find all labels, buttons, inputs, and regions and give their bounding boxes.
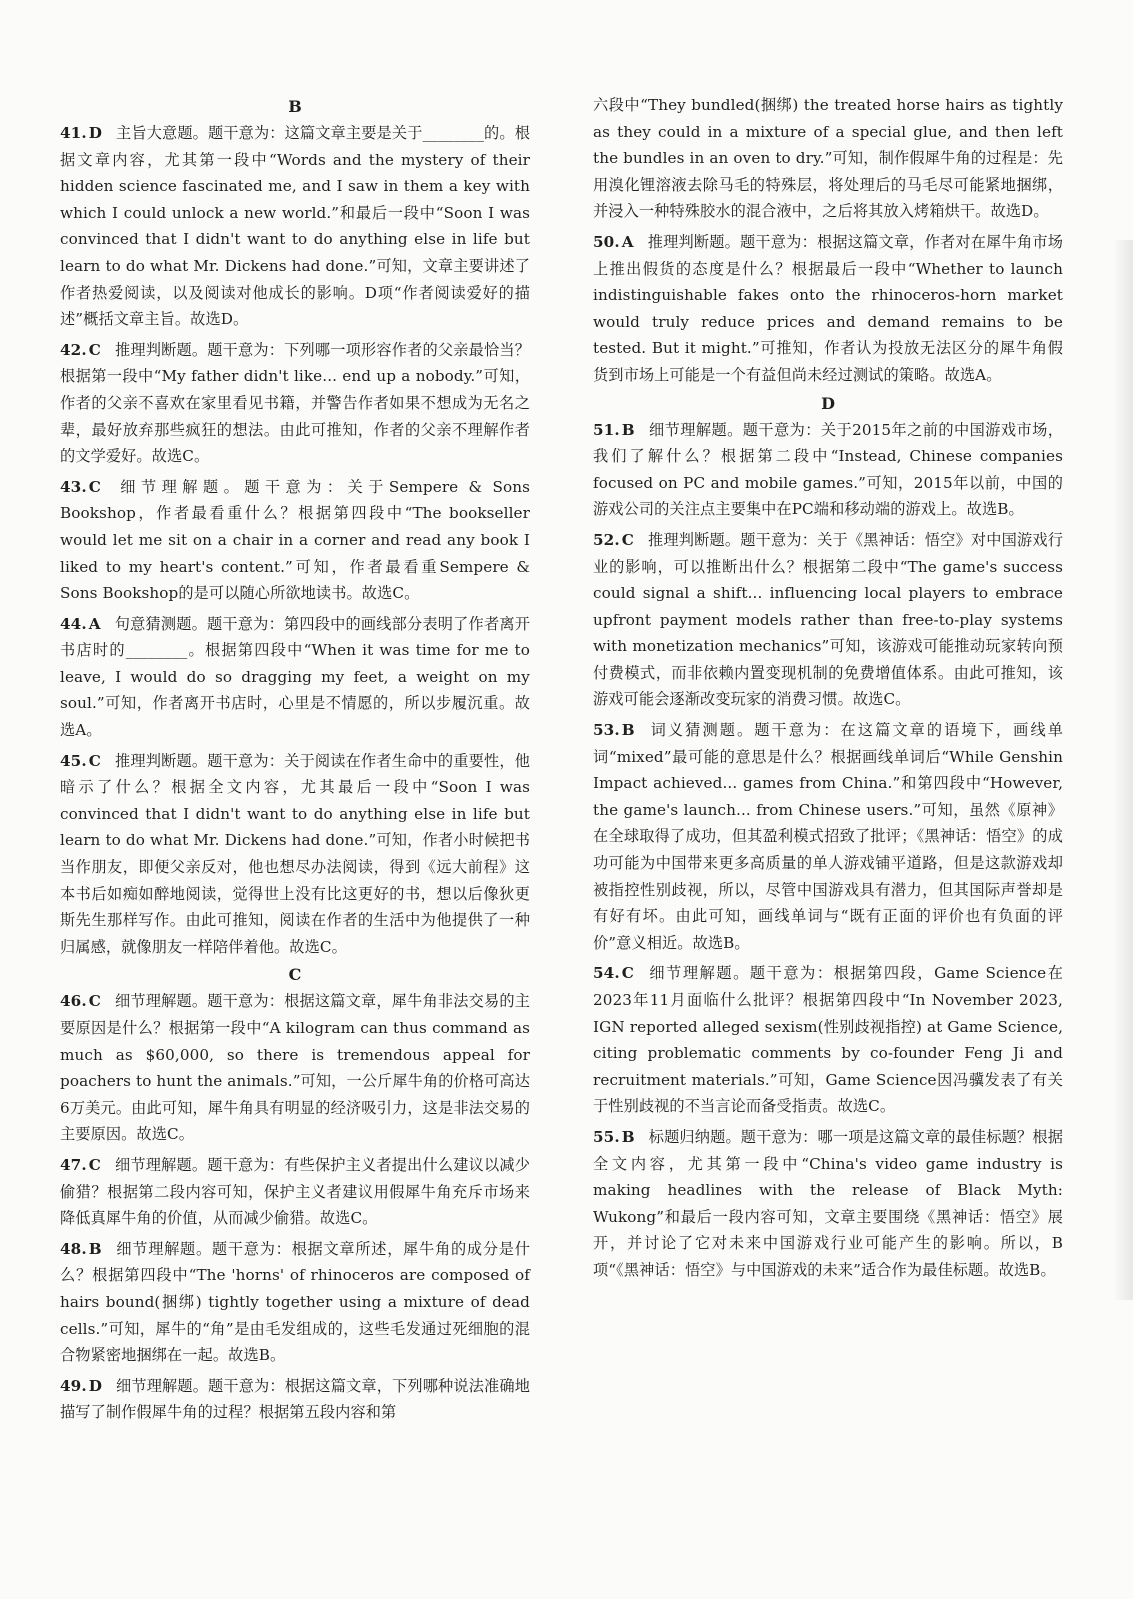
answer-explanation xyxy=(60,474,530,607)
answer-explanation xyxy=(60,988,530,1148)
question-number: 45. xyxy=(60,751,87,770)
page-edge-shadow xyxy=(1113,240,1133,1300)
question-number: 48. xyxy=(60,1239,87,1258)
answer-explanation xyxy=(593,229,1063,389)
answer-letter: C xyxy=(621,530,634,549)
explanation-text: 标题归纳题。题干意为：哪一项是这篇文章的最佳标题？根据全文内容，尤其第一段中“China's video game industry is making headlines with the release of Black Myth: Wukong”和最后一段内容可知，文章主要围绕《黑神话：悟空》展开，并讨论了它对未来中国游戏行业可能产生的影响。所以，B项“《黑神话：悟空》与中国游戏的未来”适合作为最佳标题。故选B。 xyxy=(593,1127,1063,1279)
question-number: 50. xyxy=(593,232,620,251)
answer-explanation xyxy=(593,527,1063,713)
question-number: 44. xyxy=(60,614,87,633)
question-number: 51. xyxy=(593,420,620,439)
left-column xyxy=(60,92,530,1430)
question-number: 46. xyxy=(60,992,87,1011)
question-number: 53. xyxy=(593,721,620,740)
answer-explanation xyxy=(60,337,530,470)
answer-letter: B xyxy=(621,1127,635,1146)
answer-letter: D xyxy=(88,1376,103,1395)
answer-explanation xyxy=(593,417,1063,523)
answer-letter: A xyxy=(621,232,634,251)
explanation-text: 推理判断题。题干意为：下列哪一项形容作者的父亲最恰当？根据第一段中“My father didn't like... end up a nobody.”可知，作者的父亲不喜欢在家里看见书籍，并警告作者如果不想成为无名之辈，最好放弃那些疯狂的想法。由此可推知，作者的父亲不理解作者的文学爱好。故选C。 xyxy=(60,340,530,466)
section-heading: B xyxy=(288,97,302,116)
explanation-text: 细节理解题。题干意为：关于Sempere & Sons Bookshop，作者最看重什么？根据第四段中“The bookseller would let me sit on a chair in a corner and read any book I liked to my heart's content.”可知，作者最看重Sempere & Sons Bookshop的是可以随心所欲地读书。故选C。 xyxy=(60,477,530,603)
answer-explanation xyxy=(60,1152,530,1232)
explanation-text: 词义猜测题。题干意为：在这篇文章的语境下，画线单词“mixed”最可能的意思是什么？根据画线单词后“While Genshin Impact achieved... games from China.”和第四段中“However, the game's launch... from Chinese users.”可知，虽然《原神》在全球取得了成功，但其盈利模式招致了批评；《黑神话：悟空》的成功可能为中国带来更多高质量的单人游戏铺平道路，但是这款游戏却被指控性别歧视，所以，尽管中国游戏具有潜力，但其国际声誉却是有好有坏。由此可知，画线单词与“既有正面的评价也有负面的评价”意义相近。故选B。 xyxy=(593,721,1063,952)
explanation-text: 细节理解题。题干意为：有些保护主义者提出什么建议以减少偷猎？根据第二段内容可知，保护主义者建议用假犀牛角充斥市场来降低真犀牛角的价值，从而减少偷猎。故选C。 xyxy=(60,1155,530,1228)
question-number: 47. xyxy=(60,1155,87,1174)
right-column xyxy=(593,92,1063,1288)
explanation-text: 细节理解题。题干意为：关于2015年之前的中国游戏市场，我们了解什么？根据第二段中“Instead, Chinese companies focused on PC and mobile games.”可知，2015年以前，中国的游戏公司的关注点主要集中在PC端和移动端的游戏上。故选B。 xyxy=(593,420,1063,519)
explanation-text: 推理判断题。题干意为：关于阅读在作者生命中的重要性，他暗示了什么？根据全文内容，尤其最后一段中“Soon I was convinced that I didn't want to do anything else in life but learn to do what Mr. Dickens had done.”可知，作者小时候把书当作朋友，即便父亲反对，他也想尽办法阅读，得到《远大前程》这本书后如痴如醉地阅读，觉得世上没有比这更好的书，想以后像狄更斯先生那样写作。由此可推知，阅读在作者的生活中为他提供了一种归属感，就像朋友一样陪伴着他。故选C。 xyxy=(60,751,530,956)
answer-letter: C xyxy=(88,751,101,770)
explanation-text: 主旨大意题。题干意为：这篇文章主要是关于________的。根据文章内容，尤其第一段中“Words and the mystery of their hidden science fascinated me, and I saw in them a key with which I could unlock a new world.”和最后一段中“Soon I was convinced that I didn't want to do anything else in life but learn to do what Mr. Dickens had done.”可知，文章主要讲述了作者热爱阅读，以及阅读对他成长的影响。D项“作者阅读爱好的描述”概括文章主旨。故选D。 xyxy=(60,124,530,329)
question-number: 43. xyxy=(60,477,87,496)
question-number: 41. xyxy=(60,124,87,142)
explanation-text: 推理判断题。题干意为：根据这篇文章，作者对在犀牛角市场上推出假货的态度是什么？根据最后一段中“Whether to launch indistinguishable fakes onto the rhinoceros-horn market would truly reduce prices and demand remains to be tested. But it might.”可推知，作者认为投放无法区分的犀牛角假货到市场上可能是一个有益但尚未经过测试的策略。故选A。 xyxy=(593,232,1063,384)
question-number: 54. xyxy=(593,964,620,983)
answer-explanation xyxy=(60,611,530,744)
explanation-text: 细节理解题。题干意为：根据文章所述，犀牛角的成分是什么？根据第四段中“The 'horns' of rhinoceros are composed of hairs bound(捆绑) tightly together using a mixture of dead cells.”可知，犀牛的“角”是由毛发组成的，这些毛发通过死细胞的混合物紧密地捆绑在一起。故选B。 xyxy=(60,1239,530,1365)
question-number: 49. xyxy=(60,1376,87,1395)
question-number: 42. xyxy=(60,340,87,359)
explanation-text: 细节理解题。题干意为：根据这篇文章，下列哪种说法准确地描写了制作假犀牛角的过程？根据第五段内容和第 xyxy=(60,1376,530,1422)
answer-letter: C xyxy=(88,477,101,496)
answer-explanation xyxy=(593,1124,1063,1284)
answer-explanation xyxy=(60,748,530,961)
answer-letter: A xyxy=(88,614,101,633)
answer-letter: B xyxy=(621,420,635,439)
explanation-text: 句意猜测题。题干意为：第四段中的画线部分表明了作者离开书店时的________。根据第四段中“When it was time for me to leave, I would do so dragging my feet, a weight on my soul.”可知，作者离开书店时，心里是不情愿的，所以步履沉重。故选A。 xyxy=(60,614,530,740)
explanation-text: 细节理解题。题干意为：根据这篇文章，犀牛角非法交易的主要原因是什么？根据第一段中“A kilogram can thus command as much as $60,000, so there is tremendous appeal for poachers to hunt the animals.”可知，一公斤犀牛角的价格可高达6万美元。由此可知，犀牛角具有明显的经济吸引力，这是非法交易的主要原因。故选C。 xyxy=(60,992,530,1144)
question-number: 55. xyxy=(593,1127,620,1146)
question-number: 52. xyxy=(593,530,620,549)
answer-explanation xyxy=(60,1373,530,1426)
explanation-text: 六段中“They bundled(捆绑) the treated horse hairs as tightly as they could in a mixture of a special glue, and then left the bundles in an oven to dry.”可知，制作假犀牛角的过程是：先用溴化锂溶液去除马毛的特殊层，将处理后的马毛尽可能紧地捆绑，并浸入一种特殊胶水的混合液中，之后将其放入烤箱烘干。故选D。 xyxy=(593,96,1063,221)
answer-explanation xyxy=(593,92,1063,225)
answer-letter: C xyxy=(88,340,101,359)
answer-letter: B xyxy=(88,1239,102,1258)
section-heading: C xyxy=(288,965,302,985)
answer-letter: D xyxy=(88,124,103,142)
answer-explanation xyxy=(593,960,1063,1120)
answer-letter: C xyxy=(621,964,634,983)
answer-explanation xyxy=(60,120,530,333)
answer-letter: C xyxy=(88,992,101,1011)
explanation-text: 细节理解题。题干意为：根据第四段，Game Science在2023年11月面临什么批评？根据第四段中“In November 2023, IGN reported alleged sexism(性别歧视指控) at Game Science, citing problematic comments by co-founder Feng Ji and recruitment materials.”可知，Game Science因冯骥发表了有关于性别歧视的不当言论而备受指责。故选C。 xyxy=(593,964,1063,1116)
explanation-text: 推理判断题。题干意为：关于《黑神话：悟空》对中国游戏行业的影响，可以推断出什么？根据第二段中“The game's success could signal a shift... influencing local players to embrace upfront payment models rather than free-to-play systems with monetization mechanics”可知，该游戏可能推动玩家转向预付费模式，而非依赖内置变现机制的免费增值体系。由此可推知，该游戏可能会逐渐改变玩家的消费习惯。故选C。 xyxy=(593,530,1063,709)
answer-explanation xyxy=(593,717,1063,956)
section-heading: D xyxy=(821,393,835,413)
answer-letter: B xyxy=(621,721,635,740)
answer-explanation xyxy=(60,1236,530,1369)
answer-letter: C xyxy=(88,1155,101,1174)
